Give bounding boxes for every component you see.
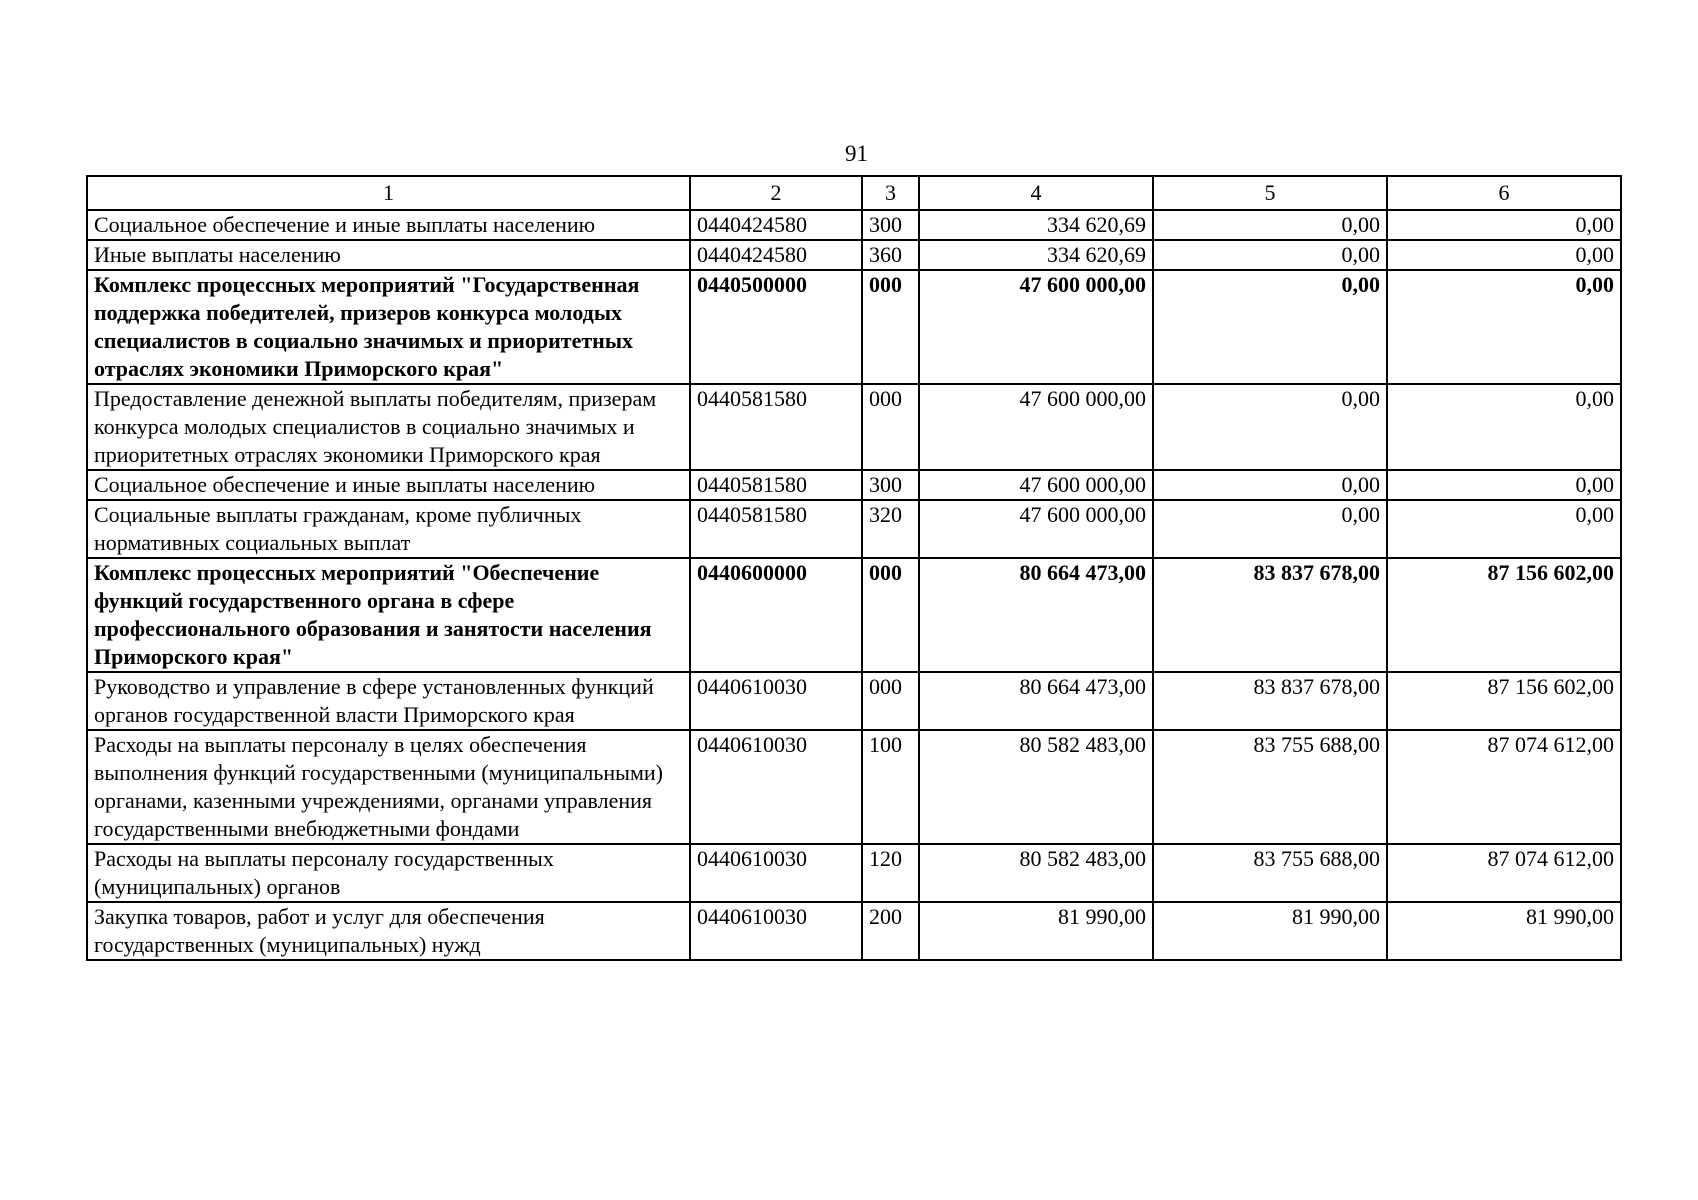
table-row bbox=[87, 902, 1621, 960]
row-expense-type: 120 bbox=[862, 844, 919, 902]
row-value-col5: 83 755 688,00 bbox=[1153, 730, 1387, 844]
row-value-col5: 83 837 678,00 bbox=[1153, 672, 1387, 730]
row-value-col6: 87 156 602,00 bbox=[1387, 558, 1621, 672]
row-name: Социальные выплаты гражданам, кроме публичных нормативных социальных выплат bbox=[87, 500, 690, 558]
column-header: 6 bbox=[1387, 176, 1621, 210]
row-value-col5: 83 755 688,00 bbox=[1153, 844, 1387, 902]
row-value-col4: 334 620,69 bbox=[919, 240, 1153, 270]
row-value-col5: 0,00 bbox=[1153, 384, 1387, 470]
row-value-col6: 81 990,00 bbox=[1387, 902, 1621, 960]
row-code: 0440600000 bbox=[690, 558, 862, 672]
row-expense-type: 000 bbox=[862, 672, 919, 730]
row-value-col5: 0,00 bbox=[1153, 210, 1387, 240]
row-name: Предоставление денежной выплаты победителям, призерам конкурса молодых специалистов в социально значимых и приоритетных отраслях экономики Приморского края bbox=[87, 384, 690, 470]
row-code: 0440610030 bbox=[690, 844, 862, 902]
row-code: 0440500000 bbox=[690, 270, 862, 384]
row-value-col5: 83 837 678,00 bbox=[1153, 558, 1387, 672]
row-name: Комплекс процессных мероприятий "Государственная поддержка победителей, призеров конкурса молодых специалистов в социально значимых и приоритетных отраслях экономики Приморского края" bbox=[87, 270, 690, 384]
budget-table bbox=[86, 175, 1622, 961]
row-value-col6: 0,00 bbox=[1387, 210, 1621, 240]
column-header: 4 bbox=[919, 176, 1153, 210]
row-value-col4: 81 990,00 bbox=[919, 902, 1153, 960]
row-expense-type: 200 bbox=[862, 902, 919, 960]
row-value-col4: 80 664 473,00 bbox=[919, 672, 1153, 730]
column-header: 5 bbox=[1153, 176, 1387, 210]
row-value-col5: 0,00 bbox=[1153, 500, 1387, 558]
row-name: Закупка товаров, работ и услуг для обеспечения государственных (муниципальных) нужд bbox=[87, 902, 690, 960]
table-row bbox=[87, 384, 1621, 470]
row-value-col5: 81 990,00 bbox=[1153, 902, 1387, 960]
page-number: 91 bbox=[845, 141, 868, 166]
table-row bbox=[87, 730, 1621, 844]
row-name: Социальное обеспечение и иные выплаты населению bbox=[87, 210, 690, 240]
table-row bbox=[87, 210, 1621, 240]
row-value-col5: 0,00 bbox=[1153, 240, 1387, 270]
row-value-col4: 80 664 473,00 bbox=[919, 558, 1153, 672]
row-code: 0440581580 bbox=[690, 470, 862, 500]
row-value-col6: 0,00 bbox=[1387, 384, 1621, 470]
table-row bbox=[87, 672, 1621, 730]
row-value-col6: 87 074 612,00 bbox=[1387, 730, 1621, 844]
row-expense-type: 000 bbox=[862, 270, 919, 384]
row-value-col4: 47 600 000,00 bbox=[919, 470, 1153, 500]
row-name: Расходы на выплаты персоналу государственных (муниципальных) органов bbox=[87, 844, 690, 902]
column-header: 3 bbox=[862, 176, 919, 210]
row-name: Руководство и управление в сфере установленных функций органов государственной власти Приморского края bbox=[87, 672, 690, 730]
row-expense-type: 000 bbox=[862, 558, 919, 672]
row-value-col6: 87 156 602,00 bbox=[1387, 672, 1621, 730]
table-row bbox=[87, 844, 1621, 902]
row-value-col4: 80 582 483,00 bbox=[919, 730, 1153, 844]
row-code: 0440581580 bbox=[690, 500, 862, 558]
table-row bbox=[87, 558, 1621, 672]
table-row bbox=[87, 240, 1621, 270]
table-header-row bbox=[87, 176, 1621, 210]
row-name: Расходы на выплаты персоналу в целях обеспечения выполнения функций государственными (муниципальными) органами, казенными учреждениями, органами управления государственными внебюджетными фондами bbox=[87, 730, 690, 844]
row-value-col6: 0,00 bbox=[1387, 500, 1621, 558]
row-value-col6: 0,00 bbox=[1387, 470, 1621, 500]
row-code: 0440424580 bbox=[690, 240, 862, 270]
row-expense-type: 300 bbox=[862, 470, 919, 500]
row-expense-type: 100 bbox=[862, 730, 919, 844]
table-row bbox=[87, 270, 1621, 384]
row-expense-type: 320 bbox=[862, 500, 919, 558]
row-name: Социальное обеспечение и иные выплаты населению bbox=[87, 470, 690, 500]
row-name: Иные выплаты населению bbox=[87, 240, 690, 270]
row-value-col6: 0,00 bbox=[1387, 240, 1621, 270]
row-value-col4: 80 582 483,00 bbox=[919, 844, 1153, 902]
row-code: 0440610030 bbox=[690, 672, 862, 730]
row-value-col4: 334 620,69 bbox=[919, 210, 1153, 240]
row-code: 0440610030 bbox=[690, 730, 862, 844]
row-value-col5: 0,00 bbox=[1153, 270, 1387, 384]
row-value-col4: 47 600 000,00 bbox=[919, 500, 1153, 558]
table-row bbox=[87, 500, 1621, 558]
row-value-col6: 0,00 bbox=[1387, 270, 1621, 384]
row-code: 0440424580 bbox=[690, 210, 862, 240]
row-value-col6: 87 074 612,00 bbox=[1387, 844, 1621, 902]
row-value-col4: 47 600 000,00 bbox=[919, 270, 1153, 384]
row-code: 0440610030 bbox=[690, 902, 862, 960]
row-value-col4: 47 600 000,00 bbox=[919, 384, 1153, 470]
row-expense-type: 300 bbox=[862, 210, 919, 240]
column-header: 2 bbox=[690, 176, 862, 210]
row-expense-type: 000 bbox=[862, 384, 919, 470]
row-name: Комплекс процессных мероприятий "Обеспечение функций государственного органа в сфере профессионального образования и занятости населения Приморского края" bbox=[87, 558, 690, 672]
row-code: 0440581580 bbox=[690, 384, 862, 470]
table-row bbox=[87, 470, 1621, 500]
row-expense-type: 360 bbox=[862, 240, 919, 270]
column-header: 1 bbox=[87, 176, 690, 210]
row-value-col5: 0,00 bbox=[1153, 470, 1387, 500]
